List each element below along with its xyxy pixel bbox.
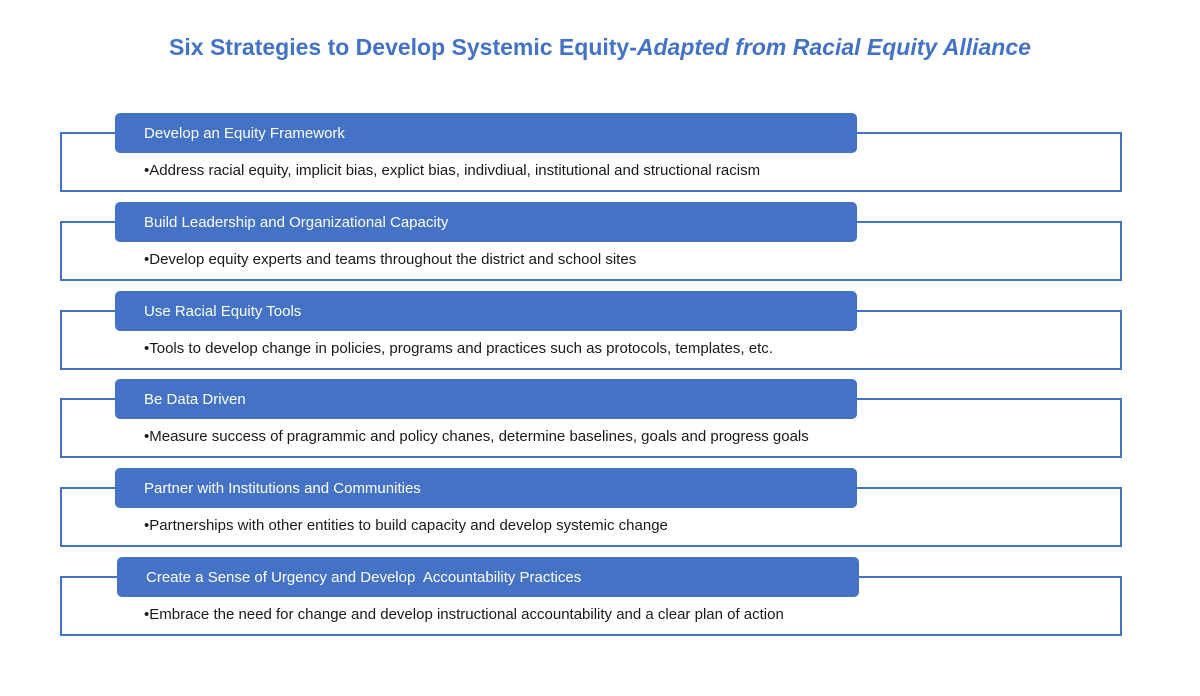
strategy-partner-institutions [0,468,1200,558]
strategy-detail: •Measure success of pragrammic and policy chanes, determine baselines, goals and progress goals [144,428,809,445]
strategy-heading-bar [115,468,857,508]
strategy-heading-bar [115,291,857,331]
strategy-develop-equity-framework [0,113,1200,203]
strategy-heading-bar [115,202,857,242]
strategy-heading: Develop an Equity Framework [144,124,345,142]
title-subtitle: Adapted from Racial Equity Alliance [636,34,1031,60]
strategy-heading: Be Data Driven [144,390,246,408]
strategy-heading: Use Racial Equity Tools [144,302,302,320]
strategy-data-driven [0,379,1200,469]
strategy-sense-of-urgency [0,557,1200,647]
strategy-detail: •Address racial equity, implicit bias, explict bias, indivdiual, institutional and structional racism [144,162,761,179]
strategy-heading-bar [117,557,859,597]
strategy-heading-bar [115,379,857,419]
title-main: Six Strategies to Develop Systemic Equity- [169,34,637,60]
diagram-title [0,34,1200,61]
strategy-racial-equity-tools [0,291,1200,381]
strategy-detail: •Embrace the need for change and develop instructional accountability and a clear plan of action [144,606,784,623]
strategy-heading: Partner with Institutions and Communities [144,479,421,497]
strategy-detail: •Tools to develop change in policies, programs and practices such as protocols, templates, etc. [144,340,773,357]
strategy-detail: •Partnerships with other entities to build capacity and develop systemic change [144,517,668,534]
strategy-heading: Create a Sense of Urgency and Develop Accountability Practices [146,568,582,586]
strategy-build-leadership [0,202,1200,292]
strategy-heading-bar [115,113,857,153]
strategy-detail: •Develop equity experts and teams throughout the district and school sites [144,251,637,268]
strategy-heading: Build Leadership and Organizational Capacity [144,213,449,231]
